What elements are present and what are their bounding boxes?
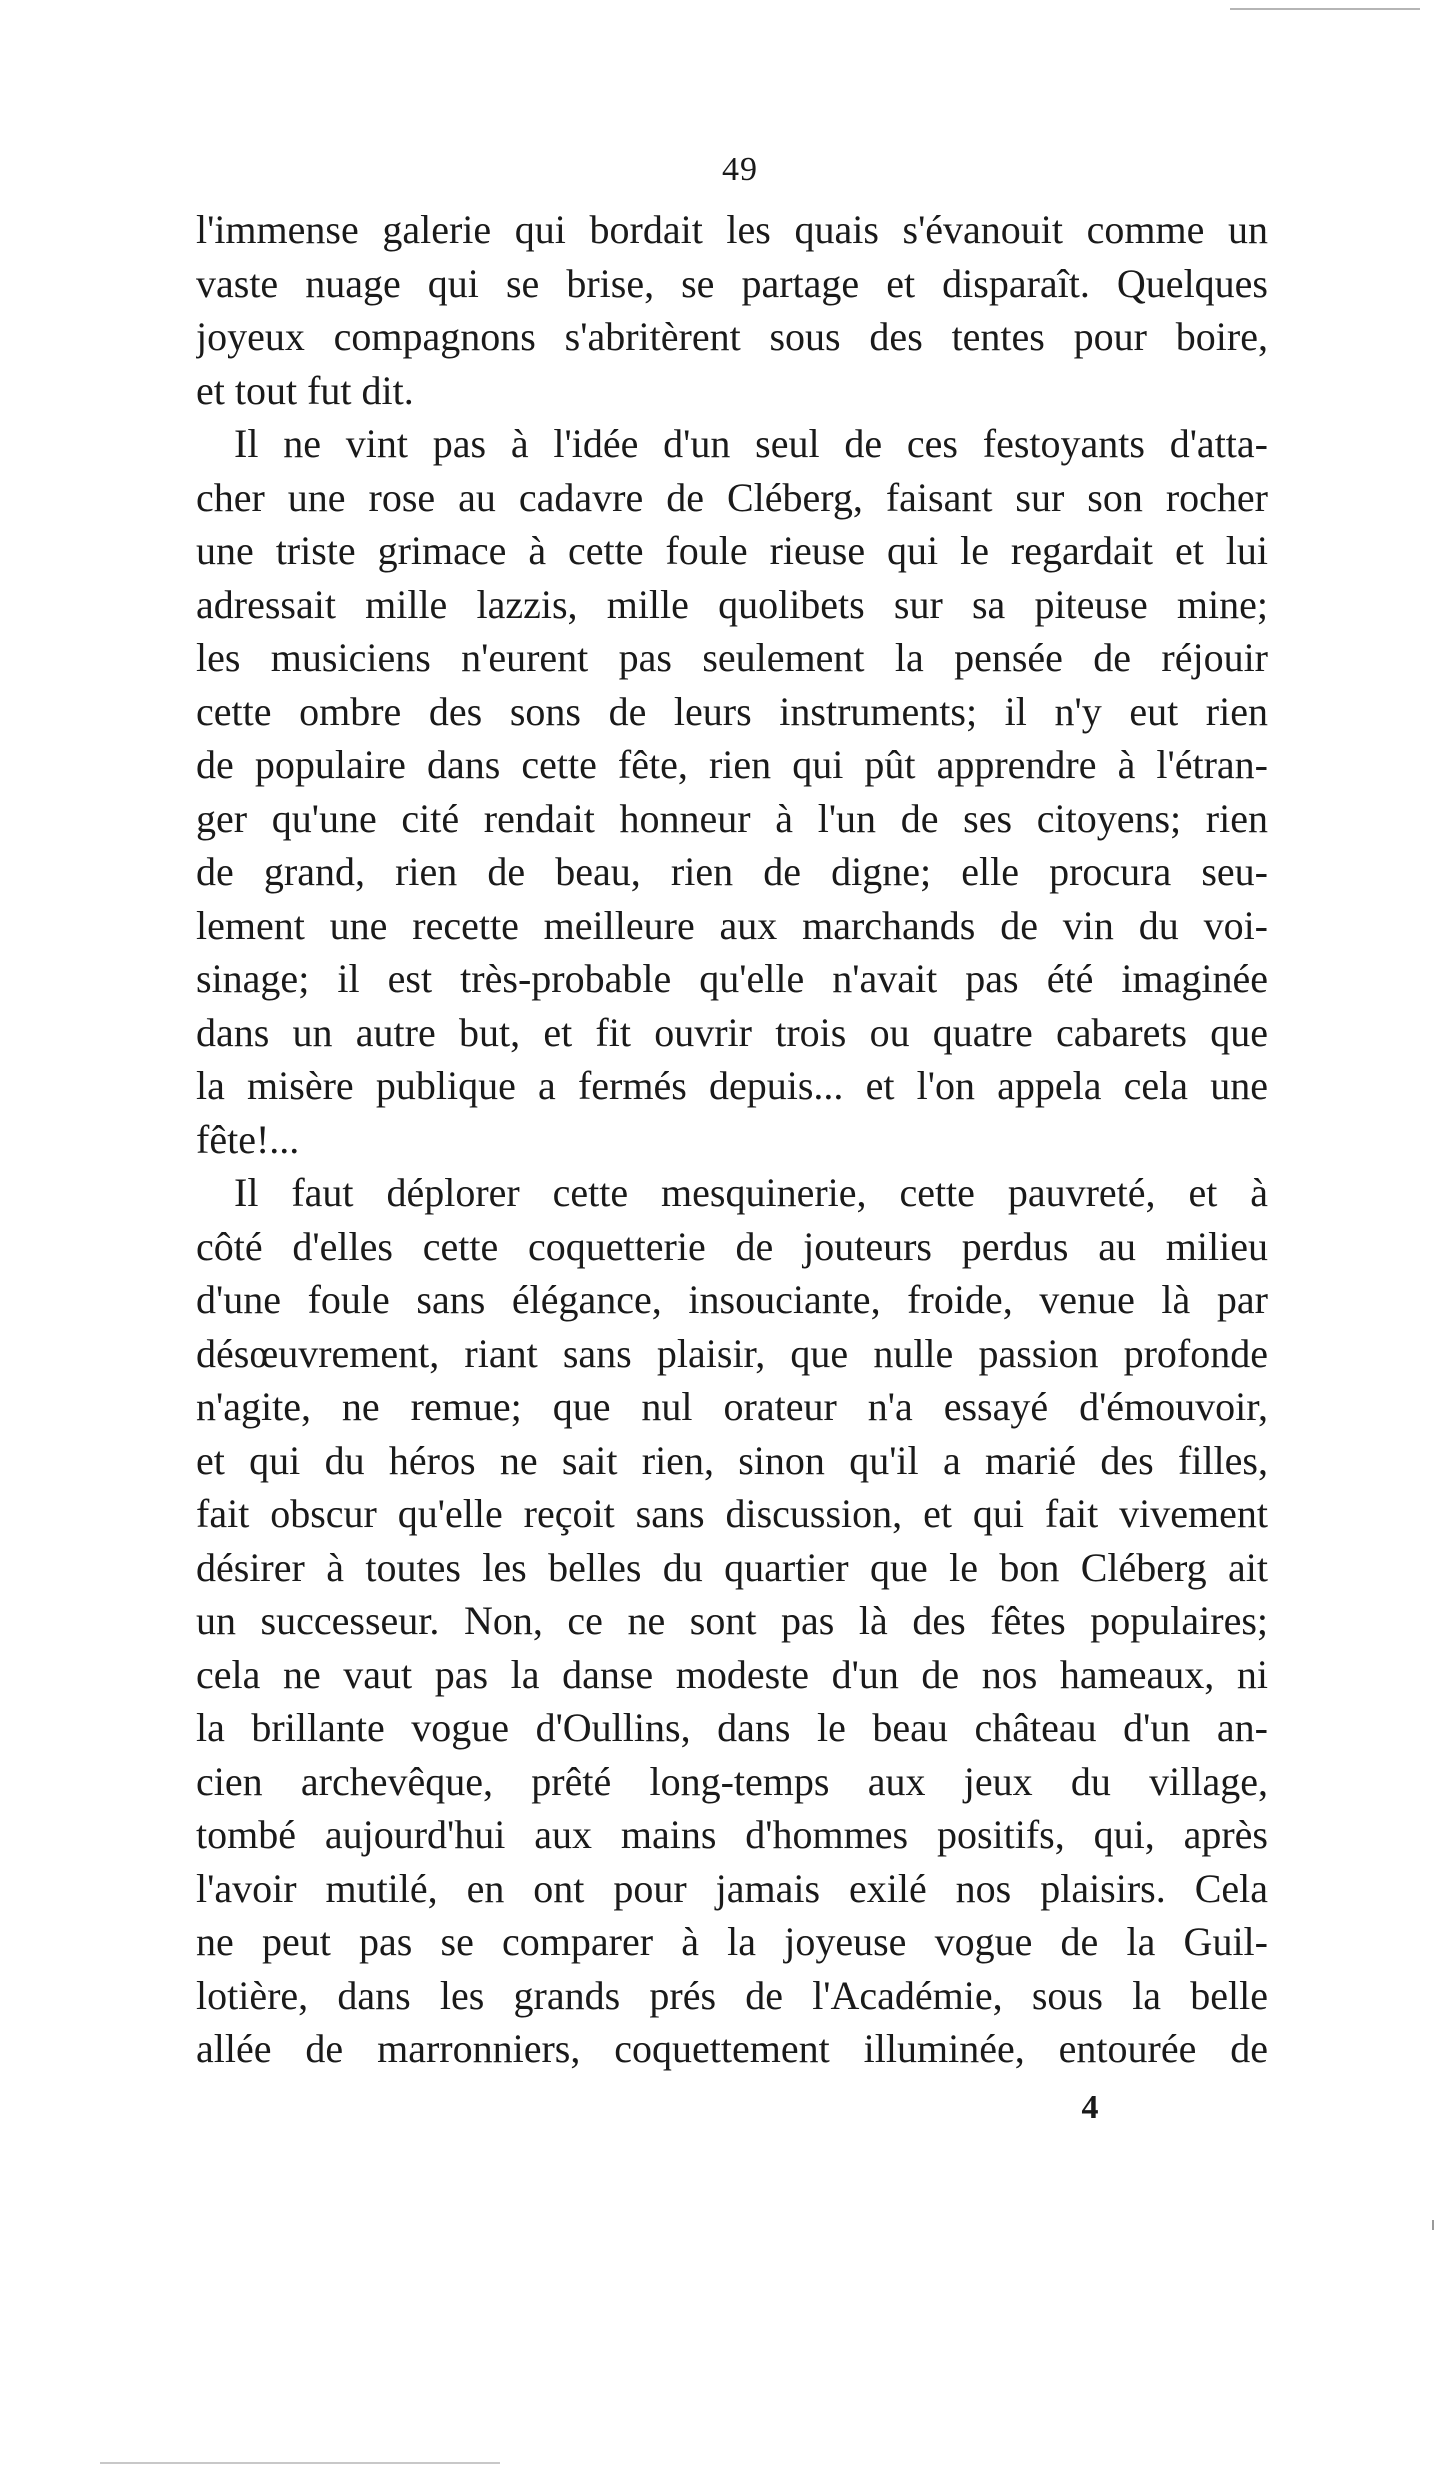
text-line: adressait mille lazzis, mille quolibets sur sa piteuse mine; — [196, 581, 1268, 627]
text-line: cien archevêque, prêté long-temps aux jeux du village, — [196, 1758, 1268, 1804]
text-line: n'agite, ne remue; que nul orateur n'a essayé d'émouvoir, — [196, 1384, 1268, 1429]
text-line: de grand, rien de beau, rien de digne; elle procura seu- — [196, 849, 1268, 894]
text-line: cela ne vaut pas la danse modeste d'un de nos hameaux, ni — [196, 1651, 1268, 1697]
text-line: tombé aujourd'hui aux mains d'hommes positifs, qui, après — [196, 1812, 1268, 1857]
text-line: fait obscur qu'elle reçoit sans discussion, et qui fait vivement — [196, 1491, 1268, 1536]
signature-mark: 4 — [1081, 2089, 1099, 2126]
text-line: ger qu'une cité rendait honneur à l'un de ses citoyens; rien — [196, 795, 1268, 841]
text-line: cette ombre des sons de leurs instruments; il n'y eut rien — [196, 688, 1268, 734]
scan-edge-mark-right — [1432, 2220, 1434, 2230]
text-line: côté d'elles cette coquetterie de jouteurs perdus au milieu — [196, 1223, 1268, 1269]
text-line: désœuvrement, riant sans plaisir, que nulle passion profonde — [196, 1330, 1268, 1376]
text-line: dans un autre but, et fit ouvrir trois ou quatre cabarets que — [196, 1009, 1268, 1055]
text-line: allée de marronniers, coquettement illuminée, entourée de — [196, 2026, 1268, 2071]
text-line: Il faut déplorer cette mesquinerie, cette pauvreté, et à — [234, 1170, 1268, 1215]
text-line: et qui du héros ne sait rien, sinon qu'il a marié des filles, — [196, 1437, 1268, 1483]
text-line: joyeux compagnons s'abritèrent sous des tentes pour boire, — [196, 314, 1268, 359]
text-line: vaste nuage qui se brise, se partage et disparaît. Quelques — [196, 260, 1268, 306]
text-line: une triste grimace à cette foule rieuse qui le regardait et lui — [196, 528, 1268, 573]
text-line: ne peut pas se comparer à la joyeuse vogue de la Guil- — [196, 1919, 1268, 1964]
text-line: désirer à toutes les belles du quartier que le bon Cléberg ait — [196, 1544, 1268, 1590]
text-line: de populaire dans cette fête, rien qui pût apprendre à l'étran- — [196, 742, 1268, 787]
text-line: les musiciens n'eurent pas seulement la pensée de réjouir — [196, 635, 1268, 680]
text-line: cher une rose au cadavre de Cléberg, faisant sur son rocher — [196, 474, 1268, 520]
scan-edge-mark-bottom — [100, 2462, 500, 2464]
text-line: d'une foule sans élégance, insouciante, froide, venue là par — [196, 1277, 1268, 1322]
text-line: l'avoir mutilé, en ont pour jamais exilé nos plaisirs. Cela — [196, 1865, 1268, 1911]
text-line: l'immense galerie qui bordait les quais s'évanouit comme un — [196, 207, 1268, 252]
text-line: lement une recette meilleure aux marchands de vin du voi- — [196, 902, 1268, 948]
text-line: lotière, dans les grands prés de l'Académie, sous la belle — [196, 1972, 1268, 2018]
text-line: la misère publique a fermés depuis... et l'on appela cela une — [196, 1063, 1268, 1108]
scan-edge-mark-top — [1230, 8, 1420, 10]
text-line: sinage; il est très-probable qu'elle n'avait pas été imaginée — [196, 956, 1268, 1001]
text-line: et tout fut dit. — [196, 367, 414, 413]
paragraph-3 — [196, 1166, 1268, 2076]
text-line: la brillante vogue d'Oullins, dans le beau château d'un an- — [196, 1705, 1268, 1750]
paragraph-1 — [196, 203, 1268, 417]
text-line: un successeur. Non, ce ne sont pas là des fêtes populaires; — [196, 1598, 1268, 1643]
paragraph-2 — [196, 417, 1268, 1166]
text-line: Il ne vint pas à l'idée d'un seul de ces festoyants d'atta- — [234, 421, 1268, 466]
body-text — [196, 203, 1268, 2076]
text-line: fête!... — [196, 1116, 300, 1162]
page-number: 49 — [722, 151, 758, 188]
